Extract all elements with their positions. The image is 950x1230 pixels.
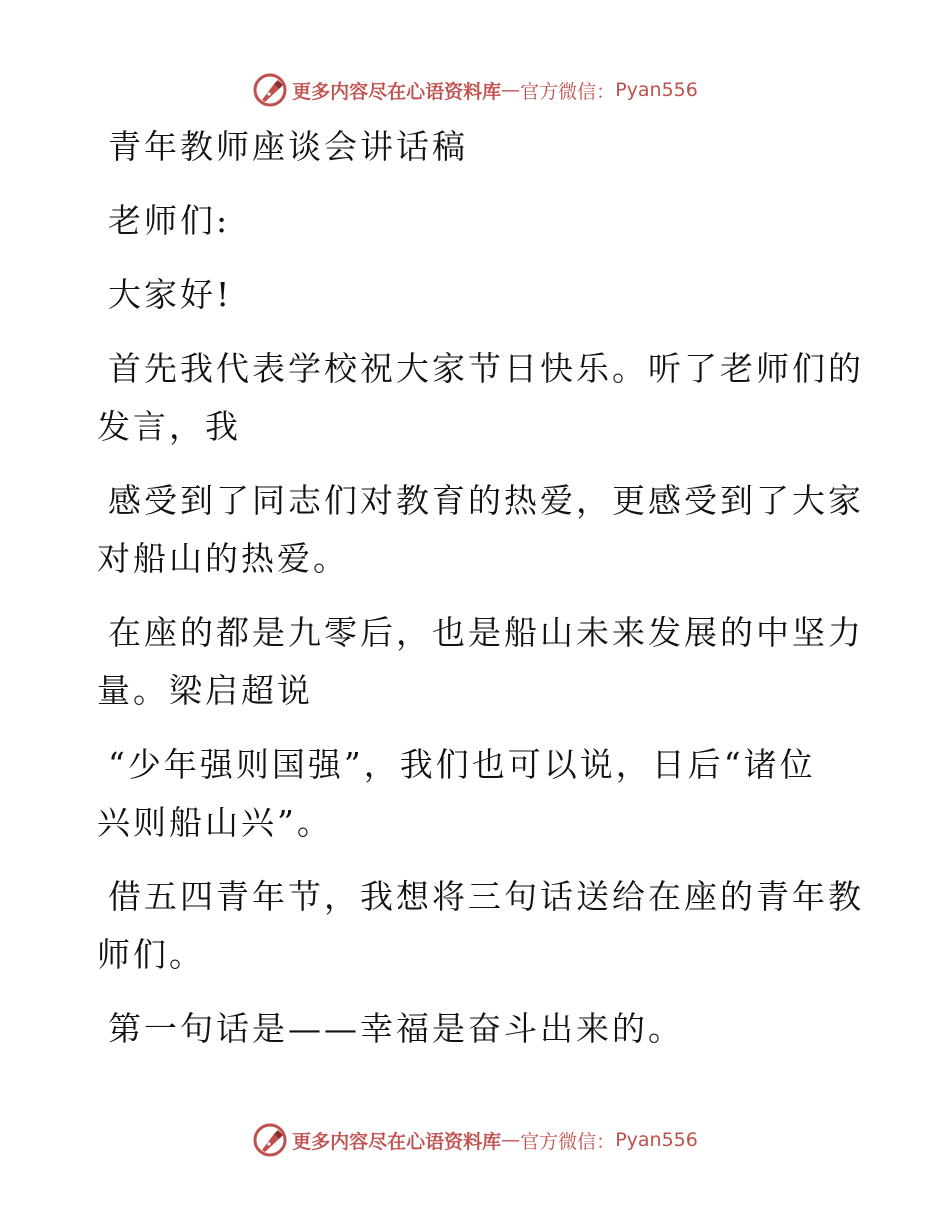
greeting: 大家好! [108, 275, 233, 314]
header-watermark [0, 70, 950, 110]
paragraph-2-line-1: 感受到了同志们对教育的热爱，更感受到了大家 [108, 481, 864, 520]
watermark-wechat-label: 官方微信： [520, 80, 616, 103]
watermark-separator: — [501, 79, 521, 101]
pen-nib-logo-icon [252, 72, 288, 108]
paragraph-2-line-2: 对船山的热爱。 [97, 539, 349, 578]
watermark-brand: 更多内容尽在心语资料库 [292, 80, 502, 103]
salutation: 老师们: [108, 201, 231, 240]
footer-watermark [0, 1120, 950, 1160]
paragraph-1-line-1: 首先我代表学校祝大家节日快乐。听了老师们的 [108, 349, 864, 388]
paragraph-4-line-1: “少年强则国强”，我们也可以说，日后“诸位 [108, 745, 816, 784]
paragraph-5-line-2: 师们。 [97, 935, 205, 974]
paragraph-3-line-1: 在座的都是九零后，也是船山未来发展的中坚力 [108, 613, 864, 652]
watermark-wechat-id: Pyan556 [615, 1129, 698, 1151]
paragraph-4-line-2: 兴则船山兴”。 [97, 803, 333, 842]
last-line: 第一句话是——幸福是奋斗出来的。 [108, 1009, 684, 1048]
watermark-wechat-id: Pyan556 [615, 79, 698, 101]
watermark-wechat-label: 官方微信： [520, 1130, 616, 1153]
document-title: 青年教师座谈会讲话稿 [108, 127, 468, 166]
watermark-brand: 更多内容尽在心语资料库 [292, 1130, 502, 1153]
watermark-separator: — [501, 1129, 521, 1151]
paragraph-5-line-1: 借五四青年节，我想将三句话送给在座的青年教 [108, 877, 864, 916]
document-body [97, 118, 864, 1058]
paragraph-3-line-2: 量。梁启超说 [97, 671, 313, 710]
pen-nib-logo-icon [252, 1122, 288, 1158]
paragraph-1-line-2: 发言，我 [97, 407, 241, 446]
